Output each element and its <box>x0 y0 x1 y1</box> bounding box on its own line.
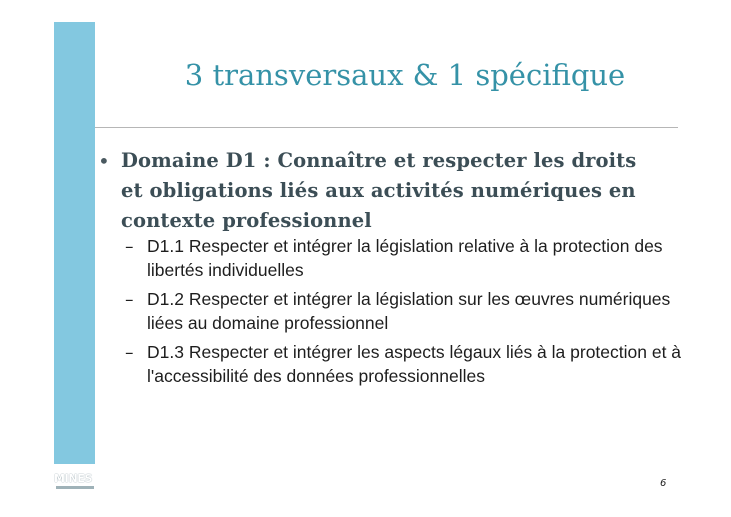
logo-underline <box>56 486 94 489</box>
slide-title: 3 transversaux & 1 spécifique <box>184 58 626 92</box>
side-accent-bar <box>54 22 95 464</box>
sub-bullet-item <box>125 235 685 282</box>
sub-bullet-text: D1.1 Respecter et intégrer la législation relative à la protection des libertés individuelles <box>147 236 663 280</box>
sub-bullet-text: D1.3 Respecter et intégrer les aspects légaux liés à la protection et à l'accessibilité des données professionnelles <box>147 342 682 386</box>
logo-text: MINES <box>54 472 93 485</box>
page-number: 6 <box>660 478 667 489</box>
sub-bullet-dash: – <box>125 343 134 363</box>
title-divider <box>95 127 678 128</box>
main-bullet-text: Domaine D1 : Connaître et respecter les droits et obligations liés aux activités numériques en contexte professionnel <box>121 149 637 232</box>
sub-bullet-item <box>125 288 685 335</box>
sub-bullet-text: D1.2 Respecter et intégrer la législation sur les œuvres numériques liées au domaine professionnel <box>147 289 671 333</box>
main-bullet <box>98 146 658 236</box>
sub-bullet-dash: – <box>125 290 134 310</box>
sub-bullet-list <box>125 235 685 394</box>
sub-bullet-dash: – <box>125 237 134 257</box>
sub-bullet-item <box>125 341 685 388</box>
mines-logo <box>54 471 98 493</box>
bullet-marker: • <box>98 149 110 173</box>
